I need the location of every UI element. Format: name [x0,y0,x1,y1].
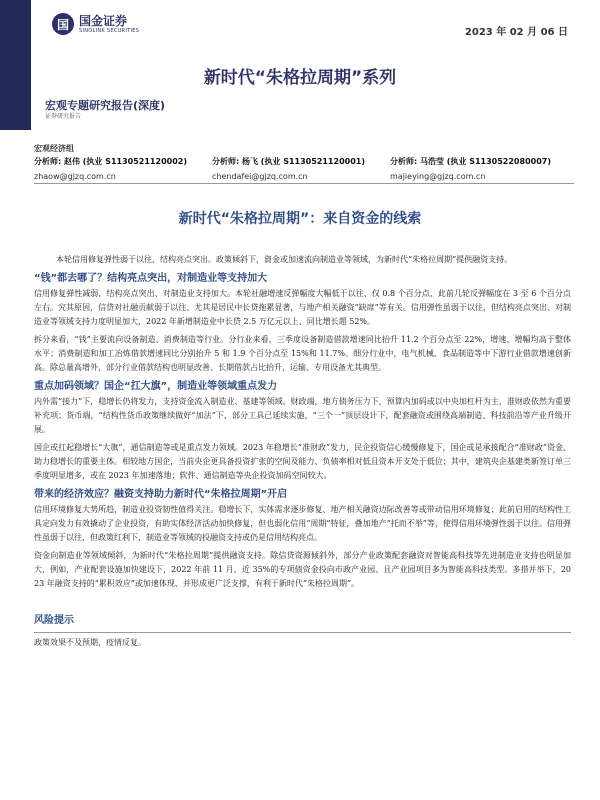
logo-cn: 国金证券 [79,13,128,28]
main-title: 新时代“朱格拉周期”：来自资金的线索 [178,211,422,227]
section-heading-1: “钱”都去哪了？结构亮点突出，对制造业等支持加大 [34,273,268,284]
intro-paragraph: 本轮信用修复弹性弱于以往、结构亮点突出。政策倾斜下，資金或加速流向制造业等领域，为新时代“朱格拉周期”提供融资支持。 [56,255,513,264]
author-1 [34,156,212,181]
series-title: 新时代“朱格拉周期”系列 [203,68,397,88]
author-email[interactable]: zhaow@gjzq.com.cn [34,172,116,181]
report-type: 宏观专题研究报告(深度) [45,99,166,112]
section-1-paragraph-1: 信用修复弹性减弱，结构亮点突出、对制造业支持加大。本轮社融增速反弹幅度大幅低于以往、仅 0.8 个百分点，此前几轮反弹幅度在 3 至 6 个百分点左右。究其原因，信贷对社融贡献弱于以往、尤其是居民中长贷拖累显著，与地产相关融资“缺席”等有关。信用弹性虽弱于以往，但结构亮点突出、对制造业等领域支持力度明显加大，2022 年新增制造业中长贷 2.5 万亿元以上、同比增长超 52%。 [34,289,571,326]
author-email[interactable]: chendafei@gjzq.com.cn [212,172,308,181]
report-body [34,253,571,654]
header-accent-bar [0,122,31,130]
section-heading-2: 重点加码领域？国企“扛大旗”，制造业等领域重点发力 [34,381,278,392]
logo-en: SINOLINK SECURITIES [79,27,140,34]
section-2-paragraph-1: 内外需“接力”下，稳增长仍将发力，支持资金流入制造业、基建等领域。财政端，地方债务压力下，预算内加码或以中央加杠杆为主，准财政依然为重要补充项；货币端，“结构性货币政策继续做好“加法”下，部分工具已延续实施，“三个一”顶层设计下，配套融资或围绕高端制造、科技前沿等产业升级开展。 [34,397,571,434]
report-subtype: 证券研究报告 [45,113,82,120]
risk-divider [34,632,571,633]
author-name: 分析师: 杨飞 (执业 S1130521120001) [212,157,365,166]
header-banner [0,0,600,122]
team-name: 宏观经济组 [34,144,74,153]
divider [34,183,574,184]
report-date: 2023 年 02 月 06 日 [464,27,568,38]
logo [52,13,139,35]
section-1-paragraph-2: 拆分来看，“钱”主要流向设备制造、消费制造等行业。分行业来看，三季度设备制造借款增速同比抬升 11.2 个百分点至 22%，增速、增幅均高于整体水平；消费制造和加工冶炼借款增速同比分别抬升 5 和 1.9 个百分点至 15%和 11.7%。细分行业中，电气机械、食品制造等中下游行业借款增速创新高。除总量高增外，部分行业借款结构也明显改善、长期借款占比抬升，运输、专用设备尤其典型。 [34,335,571,372]
author-email[interactable]: majieying@gjzq.com.cn [390,172,486,181]
author-2 [212,156,390,181]
risk-text: 政策效果不及预期，疫情反复。 [34,638,146,647]
logo-mark-icon: 国 [52,13,74,35]
section-heading-3: 带来的经济效应？融资支持助力新时代“朱格拉周期”开启 [34,489,288,500]
risk-heading: 风险提示 [34,615,74,626]
section-3-paragraph-2: 资金向制造业等领域倾斜，为新时代“朱格拉周期”提供融资支持。除信贷资源倾斜外，部分产业政策配套融资对智能高科技等先进制造业支持也明显加大，例如，产业配套设施加快建设下，2022 年前 11 月，近 35%的专项债资金投向市政产业园、且产业园项目多为智能高科技类型。多措并举下，2023 年融资支持的“累积效应”或加速体现、并形成更广泛支撑，有利于新时代“朱格拉周期”。 [34,551,571,588]
author-block [34,143,574,181]
author-name: 分析师: 赵伟 (执业 S1130521120002) [34,157,187,166]
author-3 [390,156,568,181]
section-2-paragraph-2: 国企或扛起稳增长“大旗”，通信制造等或是重点发力领域。2023 年稳增长“准财政”发力，民企投资信心缓慢修复下，国企或是承接配合“准财政”资金、助力稳增长的重要主体。相较地方国企，当前央企更具备投资扩张的空间及能力、负债率相对低且资本开支处于低位；其中，建筑央企基建类新签订单三季度明显增多，或在 2023 年加速落地；软件、通信制造等央企投资加码空间较大。 [34,443,571,480]
section-3-paragraph-1: 信用环境修复大势所趋，制造业投资韧性值得关注。稳增长下，实体需求逐步修复、地产相关融资边际改善等或带动信用环境修复；此前启用的结构性工具定向发力有效撬动了企业投资，有助实体经济活动加快修复，但也弱化信用“周期”特征，叠加地产“托而不举”等，使得信用环境弹性弱于以往。信用弹性虽弱于以往，但政策红利下，制造业等领域的投融资支持或仍是信用结构亮点。 [34,505,571,542]
author-row [34,156,574,181]
logo-text [79,15,139,34]
author-name: 分析师: 马浩莹 (执业 S1130522080007) [390,157,551,166]
